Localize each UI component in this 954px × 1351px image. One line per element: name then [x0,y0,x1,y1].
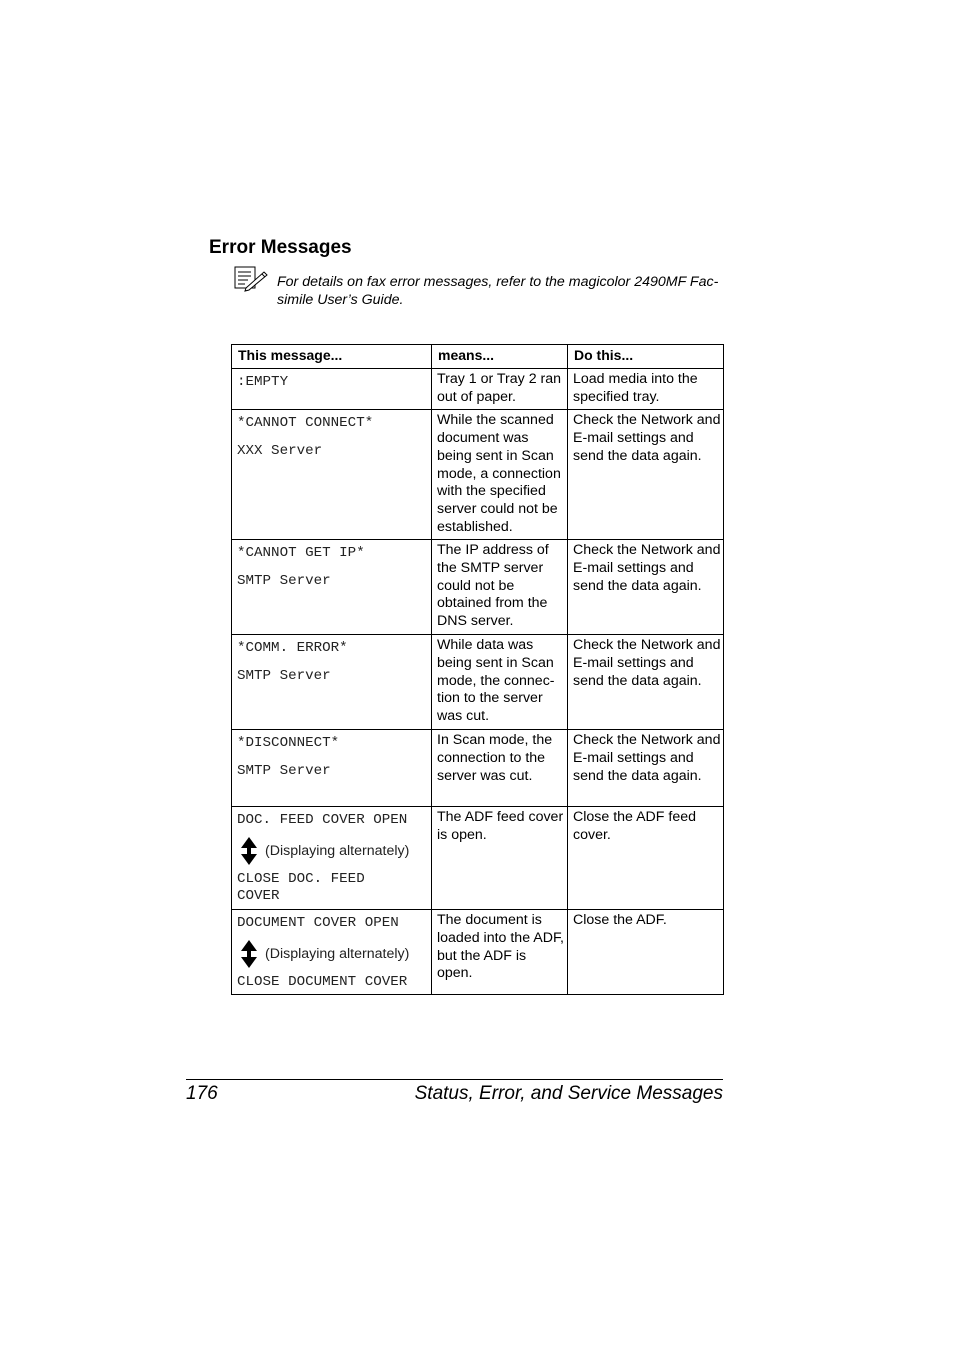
message-cell [232,410,432,540]
message-cell [232,730,432,807]
message-line: *COMM. ERROR* [237,640,348,657]
alternate-indicator [240,837,430,865]
means-cell: Tray 1 or Tray 2 ran out of paper. [432,369,568,410]
message-line: SMTP Server [237,763,331,780]
means-cell: The IP address of the SMTP server could not be obtained from the DNS server. [432,540,568,635]
message-line: CLOSE DOCUMENT COVER [237,974,408,991]
action-cell: Check the Network and E-mail settings and send the data again. [568,635,724,730]
table-row [232,807,724,910]
action-cell: Check the Network and E-mail settings and send the data again. [568,730,724,807]
table-row [232,635,724,730]
table-row [232,540,724,635]
table-row [232,369,724,410]
page-number: 176 [186,1083,218,1104]
message-line: *DISCONNECT* [237,735,340,752]
action-cell: Check the Network and E-mail settings and send the data again. [568,410,724,540]
table-header-row [232,345,724,369]
means-cell: The ADF feed cover is open. [432,807,568,910]
message-line: XXX Server [237,443,323,460]
action-cell: Load media into the specified tray. [568,369,724,410]
message-line: CLOSE DOC. FEED COVER [237,871,365,905]
note-pencil-icon [234,266,268,292]
note-text: For details on fax error messages, refer to the magicolor 2490MF Fac-simile User’s Guide. [277,274,719,308]
error-messages-table [231,344,724,995]
message-line: SMTP Server [237,573,331,590]
up-down-arrow-icon [240,837,258,865]
footer-divider [186,1079,723,1080]
means-cell: While the scanned document was being sent in Scan mode, a connection with the specified server could not be established. [432,410,568,540]
message-cell [232,910,432,995]
up-down-arrow-icon [240,940,258,968]
header-message: This message... [232,345,432,369]
means-cell: The document is loaded into the ADF, but the ADF is open. [432,910,568,995]
message-line: DOC. FEED COVER OPEN [237,812,408,829]
table-row [232,730,724,807]
action-cell: Check the Network and E-mail settings and send the data again. [568,540,724,635]
section-heading: Error Messages [209,237,352,258]
message-line: DOCUMENT COVER OPEN [237,915,399,932]
means-cell: While data was being sent in Scan mode, the connec-tion to the server was cut. [432,635,568,730]
message-cell [232,635,432,730]
table-row [232,410,724,540]
message-line: :EMPTY [237,374,289,390]
alternate-label: (Displaying alternately) [265,945,410,962]
message-line: *CANNOT GET IP* [237,545,365,562]
message-cell [232,540,432,635]
action-cell: Close the ADF feed cover. [568,807,724,910]
message-line: *CANNOT CONNECT* [237,415,374,432]
alternate-indicator [240,940,430,968]
means-cell: In Scan mode, the connection to the server was cut. [432,730,568,807]
message-line: SMTP Server [237,668,331,685]
footer-chapter-title: Status, Error, and Service Messages [414,1083,723,1104]
header-means: means... [432,345,568,369]
alternate-label: (Displaying alternately) [265,842,410,859]
message-cell [232,807,432,910]
message-cell [232,369,432,410]
action-cell: Close the ADF. [568,910,724,995]
header-do-this: Do this... [568,345,724,369]
table-row [232,910,724,995]
